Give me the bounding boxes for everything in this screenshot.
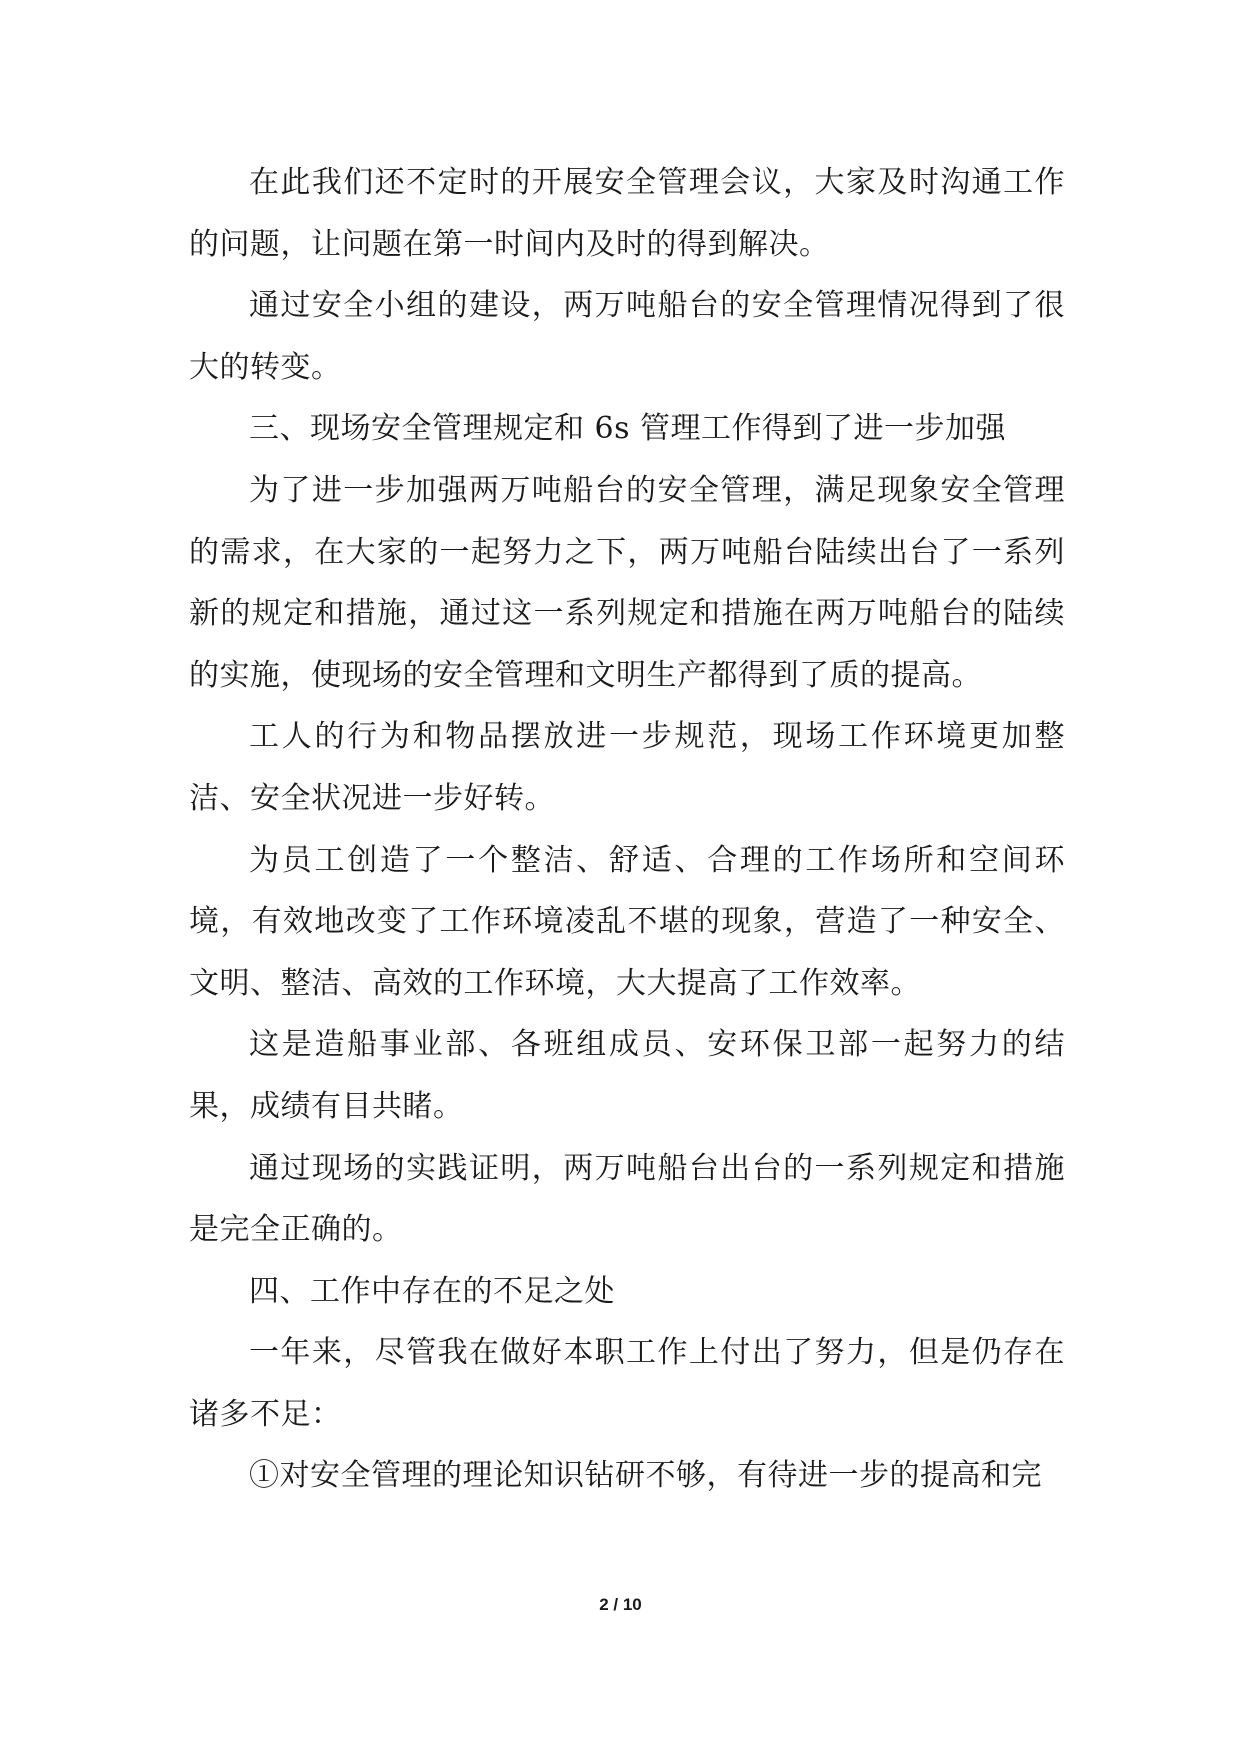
page-number: 2 / 10 — [599, 1595, 642, 1614]
page-footer — [0, 1595, 1241, 1615]
paragraph-safety-group: 通过安全小组的建设，两万吨船台的安全管理情况得到了很大的转变。 — [189, 288, 1065, 385]
paragraph-regulations: 为了进一步加强两万吨船台的安全管理，满足现象安全管理的需求，在大家的一起努力之下，两万吨船台陆续出台了一系列新的规定和措施，通过这一系列规定和措施在两万吨船台的陆续的实施，使现场的安全管理和文明生产都得到了质的提高。 — [189, 472, 1065, 693]
paragraph-shortcoming-one: ①对安全管理的理论知识钻研不够，有待进一步的提高和完 — [249, 1458, 1042, 1494]
paragraph-meeting: 在此我们还不定时的开展安全管理会议，大家及时沟通工作的问题，让问题在第一时间内及时的得到解决。 — [189, 165, 1065, 262]
paragraph-environment: 为员工创造了一个整洁、舒适、合理的工作场所和空间环境，有效地改变了工作环境凌乱不堪的现象，营造了一种安全、文明、整洁、高效的工作环境，大大提高了工作效率。 — [189, 842, 1065, 1001]
heading-section-three: 三、现场安全管理规定和 6s 管理工作得到了进一步加强 — [249, 411, 1007, 447]
paragraph-joint-effort: 这是造船事业部、各班组成员、安环保卫部一起努力的结果，成绩有目共睹。 — [189, 1027, 1065, 1124]
paragraph-shortcomings-intro: 一年来，尽管我在做好本职工作上付出了努力，但是仍存在诸多不足： — [189, 1335, 1065, 1432]
heading-section-four: 四、工作中存在的不足之处 — [249, 1273, 615, 1309]
body-text — [189, 152, 1065, 1507]
paragraph-worker-behavior: 工人的行为和物品摆放进一步规范，现场工作环境更加整洁、安全状况进一步好转。 — [189, 719, 1065, 816]
paragraph-practice-proof: 通过现场的实践证明，两万吨船台出台的一系列规定和措施是完全正确的。 — [189, 1150, 1065, 1248]
